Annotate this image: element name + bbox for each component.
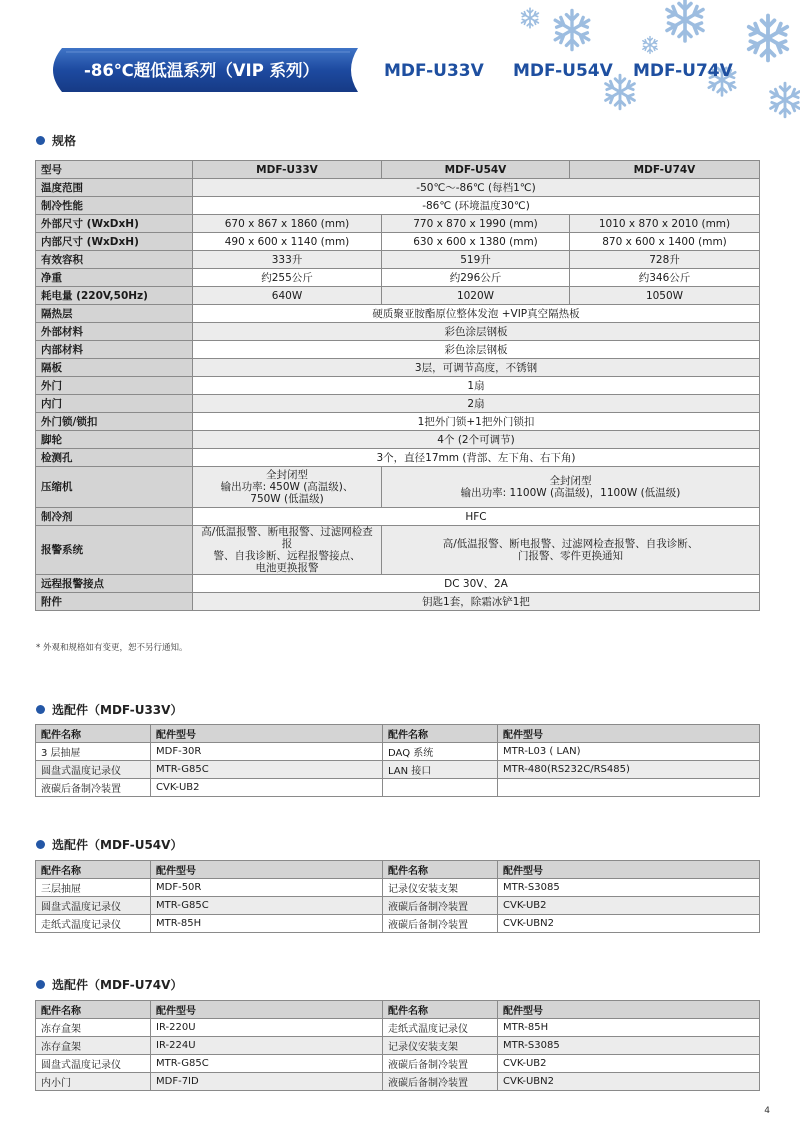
spec-row: [36, 233, 760, 251]
options-cell: 液碳后备制冷装置: [36, 779, 151, 797]
spec-row-value: -86℃ (环境温度30℃): [193, 197, 760, 215]
options-header-cell: 配件型号: [151, 725, 383, 743]
spec-row-value: 519升: [382, 251, 570, 269]
options-header-cell: 配件名称: [383, 725, 498, 743]
spec-row: [36, 593, 760, 611]
model-heading-u74v: MDF-U74V: [633, 61, 733, 81]
spec-row-value: 770 x 870 x 1990 (mm): [382, 215, 570, 233]
options-header-cell: 配件型号: [151, 1001, 383, 1019]
spec-row: [36, 269, 760, 287]
spec-row-value: DC 30V、2A: [193, 575, 760, 593]
options-section-title: [36, 701, 182, 718]
spec-row: [36, 197, 760, 215]
options-row: [36, 1019, 760, 1037]
spec-row-value: 3个，直径17mm (背部、左下角、右下角): [193, 449, 760, 467]
options-row: [36, 1055, 760, 1073]
spec-table: [35, 160, 760, 611]
spec-row: [36, 179, 760, 197]
options-row: [36, 1073, 760, 1091]
spec-row-label: 内门: [36, 395, 193, 413]
options-cell: LAN 接口: [383, 761, 498, 779]
spec-header-row: [36, 161, 760, 179]
spec-row-value: 高/低温报警、断电报警、过滤网检查报 警、自我诊断、远程报警接点、 电池更换报警: [193, 526, 382, 575]
options-row: [36, 779, 760, 797]
options-cell: MTR-85H: [151, 915, 383, 933]
spec-row-value: 670 x 867 x 1860 (mm): [193, 215, 382, 233]
options-cell: 走纸式温度记录仪: [383, 1019, 498, 1037]
options-table-u54v: [35, 860, 760, 933]
options-cell: 液碳后备制冷装置: [383, 897, 498, 915]
options-header-cell: 配件名称: [36, 861, 151, 879]
options-cell: CVK-UB2: [151, 779, 383, 797]
spec-header-label: 型号: [36, 161, 193, 179]
options-row: [36, 1037, 760, 1055]
spec-row-label: 外部材料: [36, 323, 193, 341]
options-cell: IR-224U: [151, 1037, 383, 1055]
spec-row-value: 1扇: [193, 377, 760, 395]
options-cell: IR-220U: [151, 1019, 383, 1037]
options-cell: [498, 779, 760, 797]
spec-row: [36, 449, 760, 467]
model-heading-u54v: MDF-U54V: [513, 61, 613, 81]
options-cell: MDF-7ID: [151, 1073, 383, 1091]
options-cell: 冻存盒架: [36, 1037, 151, 1055]
options-cell: 圆盘式温度记录仪: [36, 897, 151, 915]
options-title-text: 选配件（MDF-U33V）: [52, 703, 183, 717]
options-header-cell: 配件名称: [36, 725, 151, 743]
options-cell: MTR-G85C: [151, 1055, 383, 1073]
spec-row-value: 约296公斤: [382, 269, 570, 287]
options-cell: 内小门: [36, 1073, 151, 1091]
options-cell: 圆盘式温度记录仪: [36, 1055, 151, 1073]
spec-header-col: MDF-U74V: [570, 161, 760, 179]
spec-row: [36, 575, 760, 593]
spec-row-label: 内部材料: [36, 341, 193, 359]
options-row: [36, 879, 760, 897]
spec-row-label: 温度范围: [36, 179, 193, 197]
options-cell: [383, 779, 498, 797]
options-cell: 3 层抽屉: [36, 743, 151, 761]
spec-row-value: 1010 x 870 x 2010 (mm): [570, 215, 760, 233]
spec-row-value: 彩色涂层钢板: [193, 323, 760, 341]
bullet-dot-icon: [36, 980, 45, 989]
options-cell: MTR-S3085: [498, 879, 760, 897]
options-cell: DAQ 系统: [383, 743, 498, 761]
options-cell: 三层抽屉: [36, 879, 151, 897]
options-title-text: 选配件（MDF-U74V）: [52, 978, 183, 992]
spec-row-label: 外门锁/锁扣: [36, 413, 193, 431]
spec-row-value: 全封闭型 输出功率: 450W (高温级)、 750W (低温级): [193, 467, 382, 508]
options-cell: CVK-UB2: [498, 1055, 760, 1073]
options-cell: 冻存盒架: [36, 1019, 151, 1037]
spec-row-value: 3层，可调节高度，不锈钢: [193, 359, 760, 377]
spec-row-value: 彩色涂层钢板: [193, 341, 760, 359]
spec-row-label: 净重: [36, 269, 193, 287]
options-cell: 记录仪安装支架: [383, 879, 498, 897]
spec-row-value: 1050W: [570, 287, 760, 305]
spec-row-label: 压缩机: [36, 467, 193, 508]
spec-row-value: 1020W: [382, 287, 570, 305]
spec-row-value: 2扇: [193, 395, 760, 413]
options-section-title: [36, 836, 182, 853]
options-row: [36, 743, 760, 761]
spec-row-value: 333升: [193, 251, 382, 269]
spec-row-label: 制冷性能: [36, 197, 193, 215]
spec-row-value: 高/低温报警、断电报警、过滤网检查报警、自我诊断、 门报警、零件更换通知: [382, 526, 760, 575]
series-banner: [40, 44, 365, 96]
spec-row-label: 耗电量 (220V,50Hz): [36, 287, 193, 305]
spec-row: [36, 508, 760, 526]
options-table-u74v: [35, 1000, 760, 1091]
spec-row-value: 640W: [193, 287, 382, 305]
spec-row-label: 内部尺寸 (WxDxH): [36, 233, 193, 251]
options-cell: CVK-UB2: [498, 897, 760, 915]
spec-row: [36, 215, 760, 233]
spec-title-text: 规格: [52, 134, 77, 148]
options-header-cell: 配件型号: [498, 725, 760, 743]
spec-row-label: 有效容积: [36, 251, 193, 269]
spec-row-label: 脚轮: [36, 431, 193, 449]
spec-row-value: 870 x 600 x 1400 (mm): [570, 233, 760, 251]
spec-row-label: 外门: [36, 377, 193, 395]
spec-row-value: 全封闭型 输出功率: 1100W (高温级)，1100W (低温级): [382, 467, 760, 508]
spec-row: [36, 341, 760, 359]
series-title: -86℃超低温系列（VIP 系列）: [84, 61, 320, 80]
spec-row: [36, 287, 760, 305]
spec-row-value: 约255公斤: [193, 269, 382, 287]
spec-row: [36, 413, 760, 431]
options-cell: 记录仪安装支架: [383, 1037, 498, 1055]
spec-row-label: 隔板: [36, 359, 193, 377]
options-header-cell: 配件型号: [498, 1001, 760, 1019]
options-cell: CVK-UBN2: [498, 915, 760, 933]
spec-row: [36, 431, 760, 449]
options-row: [36, 915, 760, 933]
spec-row-value: 1把外门锁+1把外门锁扣: [193, 413, 760, 431]
options-header-row: [36, 725, 760, 743]
bullet-dot-icon: [36, 840, 45, 849]
spec-row: [36, 323, 760, 341]
options-cell: MDF-50R: [151, 879, 383, 897]
options-cell: 液碳后备制冷装置: [383, 1073, 498, 1091]
spec-row: [36, 359, 760, 377]
spec-row-value: 630 x 600 x 1380 (mm): [382, 233, 570, 251]
spec-row-value: -50℃～-86℃ (每档1℃): [193, 179, 760, 197]
options-table-u33v: [35, 724, 760, 797]
spec-row-value: 4个 (2个可调节): [193, 431, 760, 449]
page-number: 4: [764, 1106, 770, 1116]
bullet-dot-icon: [36, 136, 45, 145]
spec-row-value: 硬质聚亚胺酯原位整体发泡 +VIP真空隔热板: [193, 305, 760, 323]
spec-row-label: 远程报警接点: [36, 575, 193, 593]
spec-row-value: 490 x 600 x 1140 (mm): [193, 233, 382, 251]
options-cell: 圆盘式温度记录仪: [36, 761, 151, 779]
spec-row: [36, 305, 760, 323]
options-cell: MTR-G85C: [151, 761, 383, 779]
options-header-cell: 配件名称: [383, 1001, 498, 1019]
options-header-cell: 配件名称: [36, 1001, 151, 1019]
options-cell: MTR-L03 ( LAN): [498, 743, 760, 761]
spec-row-value: 约346公斤: [570, 269, 760, 287]
spec-row: [36, 526, 760, 575]
spec-row-value: 728升: [570, 251, 760, 269]
options-cell: 液碳后备制冷装置: [383, 1055, 498, 1073]
options-cell: MTR-S3085: [498, 1037, 760, 1055]
spec-row-label: 检测孔: [36, 449, 193, 467]
spec-row: [36, 377, 760, 395]
options-cell: MTR-480(RS232C/RS485): [498, 761, 760, 779]
spec-row: [36, 251, 760, 269]
options-header-row: [36, 1001, 760, 1019]
options-cell: MDF-30R: [151, 743, 383, 761]
options-section-title: [36, 976, 182, 993]
spec-row-label: 制冷剂: [36, 508, 193, 526]
options-row: [36, 897, 760, 915]
spec-row-label: 报警系统: [36, 526, 193, 575]
options-cell: 液碳后备制冷装置: [383, 915, 498, 933]
options-title-text: 选配件（MDF-U54V）: [52, 838, 183, 852]
spec-row: [36, 467, 760, 508]
spec-row-label: 外部尺寸 (WxDxH): [36, 215, 193, 233]
bullet-dot-icon: [36, 705, 45, 714]
spec-note: * 外观和规格如有变更，恕不另行通知。: [36, 643, 188, 653]
options-cell: CVK-UBN2: [498, 1073, 760, 1091]
spec-header-col: MDF-U54V: [382, 161, 570, 179]
spec-row-value: 钥匙1套，除霜冰铲1把: [193, 593, 760, 611]
model-heading-u33v: MDF-U33V: [384, 61, 484, 81]
options-row: [36, 761, 760, 779]
options-header-cell: 配件名称: [383, 861, 498, 879]
spec-header-col: MDF-U33V: [193, 161, 382, 179]
options-cell: MTR-G85C: [151, 897, 383, 915]
options-header-cell: 配件型号: [151, 861, 383, 879]
options-cell: 走纸式温度记录仪: [36, 915, 151, 933]
options-header-row: [36, 861, 760, 879]
spec-row-label: 附件: [36, 593, 193, 611]
options-cell: MTR-85H: [498, 1019, 760, 1037]
spec-row: [36, 395, 760, 413]
spec-section-title: [36, 132, 76, 149]
spec-row-value: HFC: [193, 508, 760, 526]
spec-row-label: 隔热层: [36, 305, 193, 323]
options-header-cell: 配件型号: [498, 861, 760, 879]
